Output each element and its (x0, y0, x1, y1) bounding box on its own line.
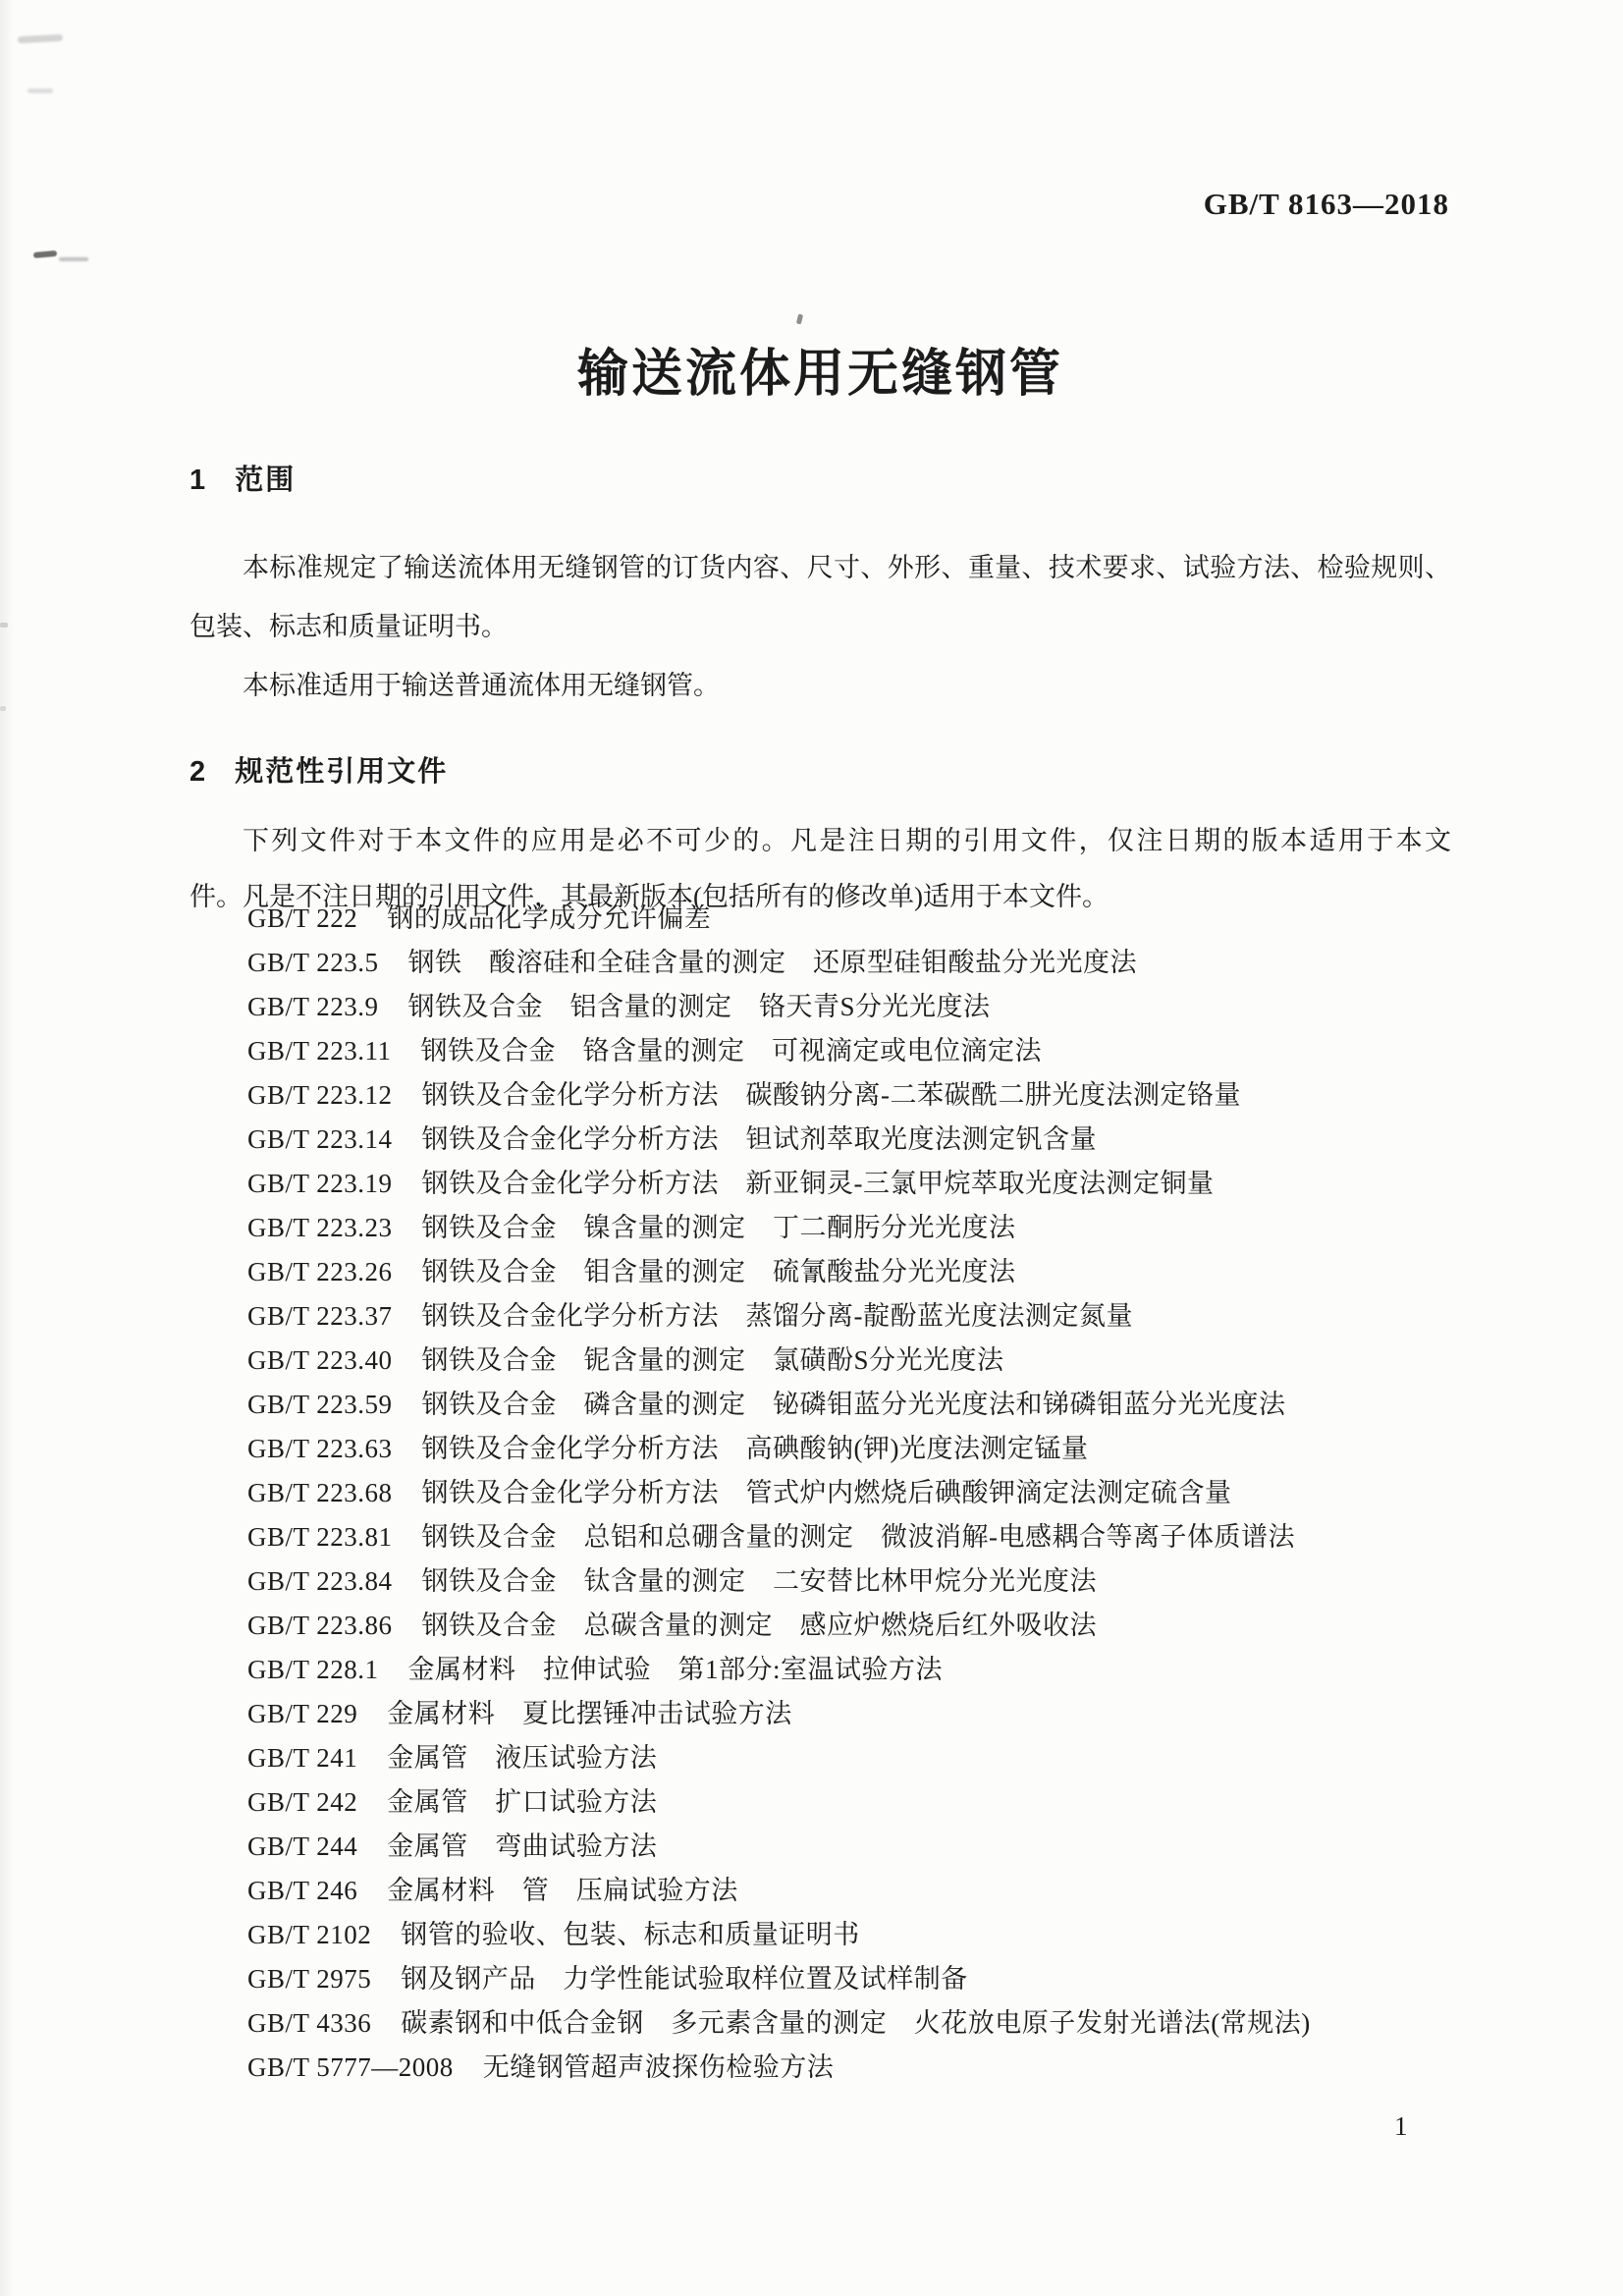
reference-code: GB/T 223.68 (247, 1478, 393, 1507)
reference-title: 钢铁及合金 镍含量的测定 丁二酮肟分光光度法 (421, 1213, 1016, 1242)
scan-artifact (0, 706, 6, 711)
reference-code: GB/T 223.81 (247, 1522, 393, 1552)
references-list (247, 897, 1553, 2090)
reference-title: 金属管 弯曲试验方法 (387, 1831, 658, 1861)
reference-title: 钢铁 酸溶硅和全硅含量的测定 还原型硅钼酸盐分光光度法 (407, 948, 1138, 977)
reference-code: GB/T 223.5 (247, 948, 379, 977)
reference-code: GB/T 223.19 (247, 1169, 393, 1198)
reference-item (247, 1515, 1553, 1559)
reference-code: GB/T 223.37 (247, 1301, 393, 1331)
reference-title: 无缝钢管超声波探伤检验方法 (482, 2052, 835, 2082)
reference-code: GB/T 223.84 (247, 1566, 393, 1596)
reference-title: 钢铁及合金化学分析方法 高碘酸钠(钾)光度法测定锰量 (421, 1434, 1089, 1463)
reference-code: GB/T 244 (247, 1831, 358, 1861)
reference-title: 钢铁及合金化学分析方法 蒸馏分离-靛酚蓝光度法测定氮量 (421, 1301, 1134, 1331)
reference-item (247, 1869, 1553, 1913)
reference-item (247, 1206, 1553, 1250)
reference-item (247, 2001, 1553, 2046)
reference-title: 钢铁及合金 铌含量的测定 氯磺酚S分光光度法 (421, 1345, 1004, 1375)
reference-item (247, 1648, 1553, 1692)
paragraph-line: 本标准规定了输送流体用无缝钢管的订货内容、尺寸、外形、重量、技术要求、试验方法、检验规则、 (243, 553, 1451, 582)
reference-item (247, 1604, 1553, 1648)
reference-item (247, 1692, 1553, 1736)
reference-title: 金属材料 夏比摆锤冲击试验方法 (387, 1699, 792, 1728)
reference-title: 金属管 扩口试验方法 (387, 1787, 658, 1817)
reference-title: 钢管的验收、包装、标志和质量证明书 (401, 1920, 860, 1949)
section-number: 2 (189, 756, 206, 788)
reference-item (247, 1913, 1553, 1957)
reference-code: GB/T 222 (247, 903, 358, 933)
document-title: 输送流体用无缝钢管 (576, 346, 1063, 403)
reference-item (247, 1294, 1553, 1339)
scan-artifact (796, 314, 803, 325)
reference-code: GB/T 4336 (247, 2008, 372, 2038)
reference-item (247, 1736, 1553, 1780)
reference-title: 金属材料 拉伸试验 第1部分:室温试验方法 (407, 1655, 944, 1684)
reference-item (247, 1029, 1553, 1073)
reference-title: 碳素钢和中低合金钢 多元素含量的测定 火花放电原子发射光谱法(常规法) (401, 2008, 1311, 2038)
reference-item (247, 1162, 1553, 1206)
reference-code: GB/T 246 (247, 1876, 358, 1905)
reference-item (247, 1427, 1553, 1471)
section-title: 范围 (235, 465, 297, 496)
reference-item (247, 2046, 1553, 2090)
reference-title: 金属材料 管 压扁试验方法 (387, 1876, 738, 1905)
section-1-body (189, 538, 1451, 715)
reference-title: 钢铁及合金化学分析方法 新亚铜灵-三氯甲烷萃取光度法测定铜量 (421, 1169, 1215, 1198)
reference-item (247, 1957, 1553, 2001)
section-2-heading (189, 749, 448, 790)
reference-code: GB/T 223.14 (247, 1124, 393, 1154)
reference-title: 钢铁及合金 总碳含量的测定 感应炉燃烧后红外吸收法 (421, 1611, 1098, 1640)
reference-code: GB/T 2975 (247, 1964, 372, 1994)
reference-item (247, 1383, 1553, 1427)
reference-code: GB/T 223.11 (247, 1036, 392, 1066)
reference-code: GB/T 241 (247, 1743, 358, 1773)
reference-title: 钢铁及合金 总铝和总硼含量的测定 微波消解-电感耦合等离子体质谱法 (421, 1522, 1296, 1552)
paragraph-line: 下列文件对于本文件的应用是必不可少的。凡是注日期的引用文件，仅注日期的版本适用于本文 (243, 826, 1451, 855)
reference-item (247, 1471, 1553, 1515)
reference-code: GB/T 5777—2008 (247, 2052, 454, 2082)
paragraph-line: 包装、标志和质量证明书。 (189, 612, 508, 641)
reference-code: GB/T 223.9 (247, 992, 379, 1021)
reference-item (247, 1780, 1553, 1825)
section-title: 规范性引用文件 (235, 756, 449, 788)
reference-code: GB/T 2102 (247, 1920, 372, 1949)
standard-code: GB/T 8163—2018 (1203, 187, 1449, 221)
reference-title: 钢铁及合金 钼含量的测定 硫氰酸盐分光光度法 (421, 1257, 1016, 1286)
reference-title: 钢的成品化学成分允许偏差 (387, 903, 712, 933)
reference-title: 钢铁及合金 钛含量的测定 二安替比林甲烷分光光度法 (421, 1566, 1098, 1596)
reference-item (247, 1073, 1553, 1118)
reference-title: 钢铁及合金化学分析方法 钽试剂萃取光度法测定钒含量 (421, 1124, 1098, 1154)
reference-item (247, 1339, 1553, 1383)
reference-code: GB/T 223.12 (247, 1080, 393, 1110)
reference-code: GB/T 242 (247, 1787, 358, 1817)
scan-artifact (27, 88, 53, 93)
reference-title: 钢铁及合金化学分析方法 碳酸钠分离-二苯碳酰二肼光度法测定铬量 (421, 1080, 1242, 1110)
reference-code: GB/T 223.23 (247, 1213, 393, 1242)
reference-title: 金属管 液压试验方法 (387, 1743, 658, 1773)
reference-title: 钢铁及合金 铬含量的测定 可视滴定或电位滴定法 (420, 1036, 1043, 1066)
reference-title: 钢及钢产品 力学性能试验取样位置及试样制备 (401, 1964, 968, 1994)
page-number: 1 (1394, 2111, 1408, 2141)
reference-item (247, 985, 1553, 1029)
paragraph-line: 件。凡是不注日期的引用文件，其最新版本(包括所有的修改单)适用于本文件。 (189, 882, 1109, 911)
scan-artifact (0, 623, 8, 628)
reference-item (247, 1825, 1553, 1869)
reference-title: 钢铁及合金 铝含量的测定 铬天青S分光光度法 (407, 992, 991, 1021)
section-1-heading (189, 458, 296, 498)
reference-item (247, 1559, 1553, 1604)
reference-title: 钢铁及合金化学分析方法 管式炉内燃烧后碘酸钾滴定法测定硫含量 (421, 1478, 1232, 1507)
scan-artifact (33, 250, 57, 258)
reference-title: 钢铁及合金 磷含量的测定 铋磷钼蓝分光光度法和锑磷钼蓝分光光度法 (421, 1390, 1286, 1419)
reference-code: GB/T 223.26 (247, 1257, 393, 1286)
reference-code: GB/T 223.40 (247, 1345, 393, 1375)
reference-code: GB/T 223.59 (247, 1390, 393, 1419)
reference-code: GB/T 223.86 (247, 1611, 393, 1640)
scan-artifact (59, 257, 88, 261)
reference-code: GB/T 228.1 (247, 1655, 379, 1684)
reference-item (247, 1118, 1553, 1162)
scan-artifact (18, 34, 63, 43)
reference-code: GB/T 229 (247, 1699, 358, 1728)
paragraph-line: 本标准适用于输送普通流体用无缝钢管。 (243, 671, 720, 700)
reference-item (247, 941, 1553, 985)
reference-code: GB/T 223.63 (247, 1434, 393, 1463)
section-number: 1 (189, 465, 206, 496)
reference-item (247, 1250, 1553, 1294)
reference-item (247, 897, 1553, 941)
